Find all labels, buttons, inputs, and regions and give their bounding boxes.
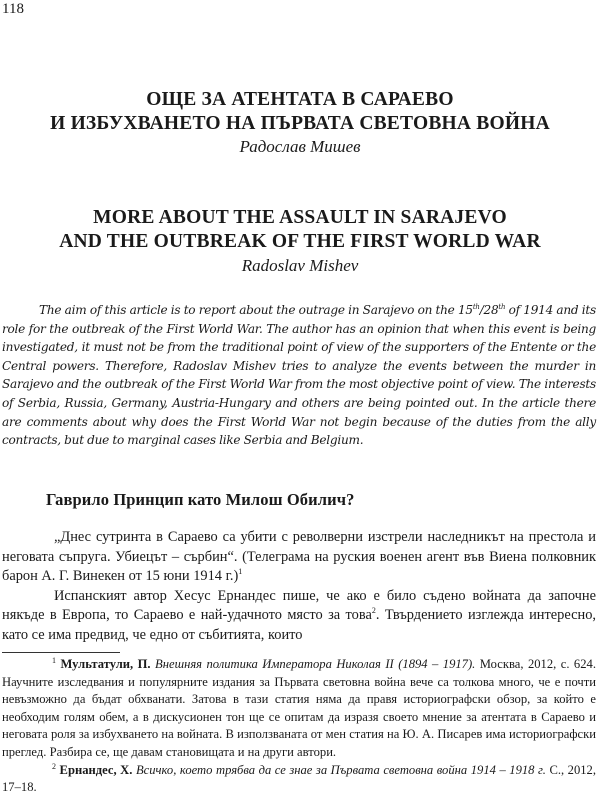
footnote-author: Ернандес, Х. [59,762,133,777]
footnote-text: Москва, 2012, с. 624. Научните изследвания и популярните издания за Първата световна война вече са толкова много, че е почти невъзможно да бъдат обхванати. Затова в тази статия няма да правя историографски обзор, за който е необходим голям обем, а в дискусионен тон ще се опитам да изразя своето мнение за атентата в Сараево и неговата роля за избухването на войната. В използваната от мен статия на Ю. А. Писарев има историографски преглед. Разбира се, ще давам становищата и на други автори. [2,657,596,759]
paragraph [2,528,596,587]
abstract-text: of 1914 and its role for the outbreak of the First World War. The author has an opinion that when this event is being investigated, it must not be from the traditional point of view of the supporters of the Entente or the Central powers. Therefore, Radoslav Mishev tries to analyze the events between the murder in Sarajevo and the outbreak of the First World War from the most objective point of view. The interests of Serbia, Russia, Germany, Austria-Hungary and others are being pointed out. In the article there are comments about why does the First World War not begin because of the duties from the ally contracts, but due to marginal cases like Serbia and Belgium. [2,303,596,448]
author-name-bulgarian: Радослав Мишев [239,137,361,156]
footnote-work-title: Всичко, което трябва да се знае за Първата световна война 1914 – 1918 г. [135,762,546,777]
page-number: 118 [2,1,24,17]
footnote-ref-2[interactable]: 2 [371,606,376,616]
author-name-english: Radoslav Mishev [241,256,359,275]
abstract-text: The aim of this article is to report about the outrage in Sarajevo on the 15 [39,303,473,317]
abstract [2,301,596,450]
footnote-text: С., 2012, 17–18. [2,762,597,795]
footnote-marker: 2 [52,761,56,771]
title-line-1: MORE ABOUT THE ASSAULT IN SARAJEVO [93,207,507,228]
paragraph [2,587,596,646]
body-text [2,528,596,646]
superscript: th [472,302,480,311]
paragraph-text: „Днес сутринта в Сараево са убити с револверни изстрели наследникът на престола и неговата съпруга. Убиецът – сърбин“. (Телеграма на руския военен агент във Виена полковник барон А. Г. Винекен от 15 юни 1914 г.) [2,529,596,585]
footnote-separator [2,652,120,653]
footnote-2 [2,762,596,797]
paragraph-text: Испанският автор Хесус Ернандес пише, че ако е било съдено войната да започне някъде в Европа, то Сараево е най-удачното място за това [2,587,596,624]
section-heading: Гаврило Принцип като Милош Обилич? [46,490,355,509]
article-title-english [0,206,600,254]
footnote-1 [2,656,596,762]
title-line-2: И ИЗБУХВАНЕТО НА ПЪРВАТА СВЕТОВНА ВОЙНА [50,113,550,134]
abstract-text: /28 [479,303,499,317]
title-line-1: ОЩЕ ЗА АТЕНТАТА В САРАЕВО [146,89,454,110]
paragraph-text: . Твърдението изглежда интересно, като се има предвид, че едно от събитията, които [2,607,596,643]
footnote-marker: 1 [52,655,56,665]
footnote-ref-1[interactable]: 1 [238,567,243,577]
superscript: th [498,302,506,311]
footnotes [2,656,596,797]
title-line-2: AND THE OUTBREAK OF THE FIRST WORLD WAR [59,231,541,252]
article-title-bulgarian [0,88,600,136]
footnote-author: Мультатули, П. [60,657,151,671]
footnote-work-title: Внешняя политика Императора Николая II (1894 – 1917). [155,657,476,671]
